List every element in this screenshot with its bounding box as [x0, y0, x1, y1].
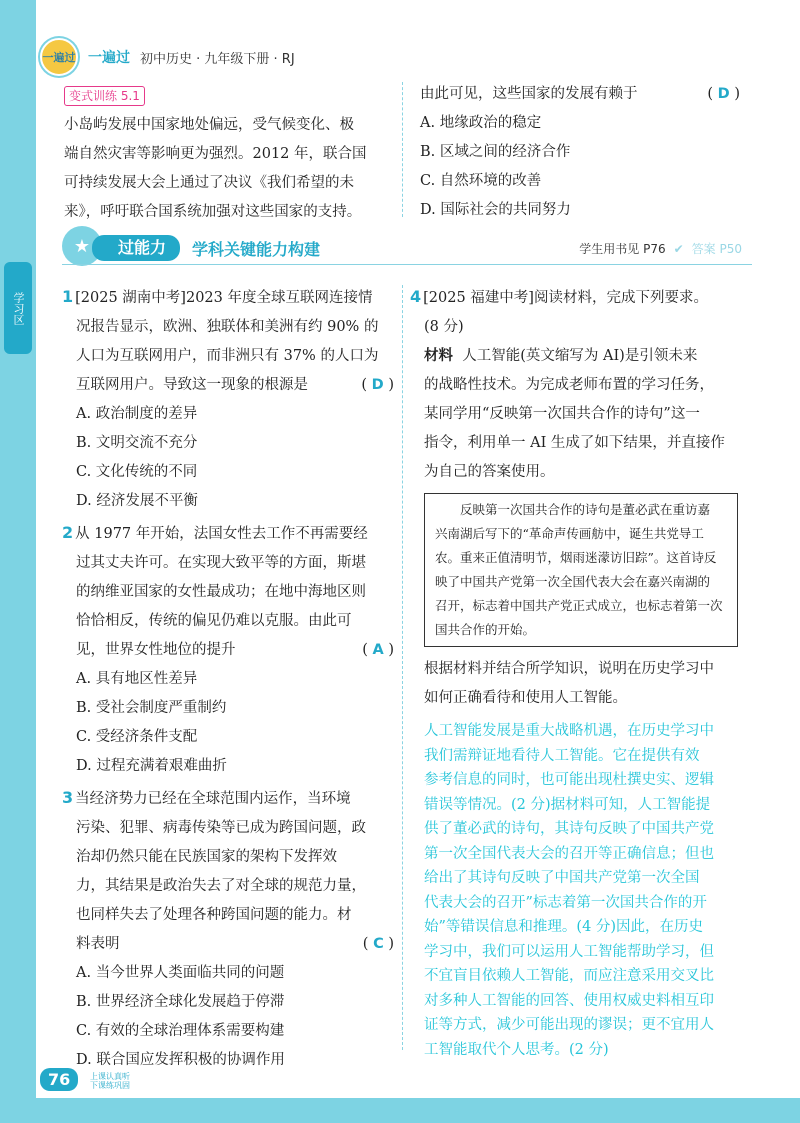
q2-option: C. 受经济条件支配 — [76, 729, 198, 745]
q2-last: 见，世界女性地位的提升 — [76, 642, 236, 658]
student-book-ref: 学生用书见 P76 — [579, 242, 666, 256]
answer-line: 给出了其诗句反映了中国共产党第一次全国 — [424, 870, 700, 886]
answer-line: 错误等情况。(2 分)据材料可知，人工智能提 — [424, 796, 711, 813]
answer-line: 证等方式，减少可能出现的谬误；更不宜用人 — [424, 1017, 714, 1033]
q4-line: (8 分) — [424, 319, 464, 335]
answer-line: 人工智能发展是重大战略机遇，在历史学习中 — [424, 723, 714, 739]
q4-ask-line: 如何正确看待和使用人工智能。 — [424, 690, 627, 706]
q4-number: 4 — [410, 287, 422, 306]
logo-text: 一遍过 — [42, 51, 76, 64]
page-header — [40, 40, 295, 74]
variant-line: 端自然灾害等影响更为强烈。2012 年，联合国 — [64, 146, 367, 162]
q1-answer-letter: D — [371, 377, 384, 393]
banner-refs — [579, 240, 742, 257]
variant-option: B. 区域之间的经济合作 — [420, 144, 571, 160]
q1-line — [62, 282, 394, 313]
q2-last-line — [62, 636, 394, 665]
q1-option: A. 政治制度的差异 — [76, 406, 198, 422]
book-title: 初中历史 · 九年级下册 · RJ — [140, 51, 295, 67]
page-note — [90, 1072, 130, 1090]
answer-line: 工智能取代个人思考。(2 分) — [424, 1041, 609, 1058]
q2-answer: ( A ) — [362, 642, 394, 658]
quote-line: 兴南湖后写下的“革命声传画舫中，诞生共党导工 — [435, 526, 704, 541]
q1-last-line — [62, 371, 394, 400]
answer-line: 供了董必武的诗句，其诗句反映了中国共产党 — [424, 821, 714, 837]
q2-line: 恰恰相反，传统的偏见仍难以克服。由此可 — [76, 613, 352, 629]
answer-line: 始”等错误信息和推理。(4 分)因此，在历史 — [424, 919, 704, 935]
q3-line — [62, 783, 394, 814]
q3-option: C. 有效的全球治理体系需要构建 — [76, 1023, 285, 1039]
answer-ref: 答案 P50 — [691, 242, 742, 256]
q4-material-line: 为自己的答案使用。 — [424, 464, 555, 480]
page-note-line: 下课练巩固 — [90, 1081, 130, 1090]
footer-band — [0, 1098, 800, 1123]
q1-option: D. 经济发展不平衡 — [76, 493, 198, 509]
check-icon: ✔ — [673, 241, 684, 256]
q4-material-line: 指令，利用单一 AI 生成了如下结果，并直接作 — [424, 435, 725, 451]
q4-material-line — [410, 342, 738, 371]
q4-answer-block — [410, 719, 738, 1062]
q4-material-line: 的战略性技术。为完成老师布置的学习任务， — [424, 377, 714, 393]
q3-answer: ( C ) — [362, 936, 394, 952]
variant-tag: 变式训练 5.1 — [64, 86, 145, 106]
banner-star-icon: ★ — [62, 226, 102, 266]
variant-line: 可持续发展大会上通过了决议《我们希望的未 — [64, 175, 354, 191]
side-tab: 学习区 — [4, 262, 32, 354]
question-3 — [62, 783, 394, 1075]
q1-last: 互联网用户。导致这一现象的根源是 — [76, 377, 308, 393]
q2-option: D. 过程充满着艰难曲折 — [76, 758, 227, 774]
answer-line: 学习中，我们可以运用人工智能帮助学习，但 — [424, 943, 714, 960]
q2-line: 的纳维亚国家的女性最成功；在地中海地区则 — [76, 584, 366, 600]
q3-last: 料表明 — [76, 936, 120, 952]
question-1 — [62, 282, 394, 516]
quote-line: 召开，标志着中国共产党正式成立，也标志着第一次 — [435, 598, 723, 613]
quote-line: 映了中国共产党第一次全国代表大会在嘉兴南湖的 — [435, 574, 711, 589]
q2-option: A. 具有地区性差异 — [76, 671, 198, 687]
q4-text: [2025 福建中考]阅读材料，完成下列要求。 — [423, 290, 708, 306]
q3-line: 也同样失去了处理各种跨国问题的能力。材 — [76, 907, 352, 923]
variant-section — [64, 82, 394, 227]
variant-answer-letter: D — [717, 86, 730, 102]
q2-option: B. 受社会制度严重制约 — [76, 700, 227, 716]
variant-option: C. 自然环境的改善 — [420, 173, 542, 189]
q3-option: A. 当今世界人类面临共同的问题 — [76, 965, 285, 981]
q3-last-line — [62, 930, 394, 959]
variant-option: A. 地缘政治的稳定 — [420, 115, 542, 131]
answer-line: 代表大会的召开”标志着第一次国共合作的开 — [424, 894, 707, 911]
q3-line: 治却仍然只能在民族国家的架构下发挥效 — [76, 849, 337, 865]
quote-line: 农。重来正值清明节，烟雨迷濛访旧踪”。这首诗反 — [435, 550, 717, 565]
answer-line: 我们需辩证地看待人工智能。它在提供有效 — [424, 747, 700, 764]
q3-text: 当经济势力已经在全球范围内运作，当环境 — [75, 791, 351, 807]
q3-option: D. 联合国应发挥积极的协调作用 — [76, 1052, 285, 1068]
banner-underline — [62, 264, 752, 265]
brand-name: 一遍过 — [88, 50, 130, 66]
page-note-line: 上课认真听 — [90, 1072, 130, 1081]
q1-number: 1 — [62, 287, 74, 306]
material-text: 人工智能(英文缩写为 AI)是引领未来 — [462, 348, 698, 364]
q1-option: C. 文化传统的不同 — [76, 464, 198, 480]
q2-line: 过其丈夫许可。在实现大致平等的方面，斯堪 — [76, 555, 366, 571]
variant-option: D. 国际社会的共同努力 — [420, 202, 571, 218]
quote-line: 国共合作的开始。 — [435, 622, 536, 637]
ai-output-box — [424, 493, 738, 647]
variant-answer: ( D ) — [707, 86, 740, 102]
section-banner — [62, 230, 752, 266]
variant-stem: 由此可见，这些国家的发展有赖于 — [420, 86, 638, 102]
q2-line — [62, 518, 394, 549]
q4-material-line: 某同学用“反映第一次国共合作的诗句”这一 — [424, 406, 700, 422]
q1-line: 况报告显示，欧洲、独联体和美洲有约 90% 的 — [76, 319, 379, 335]
answer-line: 对多种人工智能的回答、使用权威史料相互印 — [424, 992, 714, 1009]
q4-ask-line: 根据材料并结合所学知识，说明在历史学习中 — [424, 661, 714, 677]
q3-answer-letter: C — [373, 936, 384, 952]
q1-line: 人口为互联网用户，而非洲只有 37% 的人口为 — [76, 348, 379, 364]
q3-number: 3 — [62, 788, 74, 807]
question-2 — [62, 518, 394, 781]
banner-title: 过能力 — [92, 235, 180, 261]
q2-number: 2 — [62, 523, 74, 542]
variant-continuation — [420, 80, 740, 225]
column-divider — [402, 82, 403, 217]
left-column — [62, 282, 394, 1077]
column-divider — [402, 285, 403, 1050]
q1-option: B. 文明交流不充分 — [76, 435, 198, 451]
q1-text: [2025 湖南中考]2023 年度全球互联网连接情 — [75, 290, 373, 306]
brand-logo — [40, 38, 78, 76]
answer-line: 第一次全国代表大会的召开等正确信息；但也 — [424, 845, 714, 862]
quote-line: 反映第一次国共合作的诗句是董必武在重访嘉 — [460, 502, 711, 517]
page-number: 76 — [40, 1068, 78, 1091]
q3-line: 污染、犯罪、病毒传染等已成为跨国问题，政 — [76, 820, 366, 836]
q3-option: B. 世界经济全球化发展趋于停滞 — [76, 994, 285, 1010]
answer-line: 不宜盲目依赖人工智能，而应注意采用交叉比 — [424, 968, 714, 984]
material-label: 材料 — [424, 348, 453, 364]
variant-line: 来》，呼吁联合国系统加强对这些国家的支持。 — [64, 204, 362, 220]
banner-main — [92, 236, 320, 260]
q1-answer: ( D ) — [361, 377, 394, 393]
q4-line — [410, 282, 738, 313]
right-column — [410, 282, 738, 1062]
variant-line: 小岛屿发展中国家地处偏远，受气候变化、极 — [64, 117, 354, 133]
q3-line: 力，其结果是政治失去了对全球的规范力量， — [76, 878, 366, 894]
q2-answer-letter: A — [372, 642, 384, 658]
banner-subtitle: 学科关键能力构建 — [192, 239, 321, 259]
answer-line: 参考信息的同时，也可能出现杜撰史实、逻辑 — [424, 772, 714, 788]
q2-text: 从 1977 年开始，法国女性去工作不再需要经 — [75, 526, 368, 542]
variant-stem-line — [420, 80, 740, 109]
